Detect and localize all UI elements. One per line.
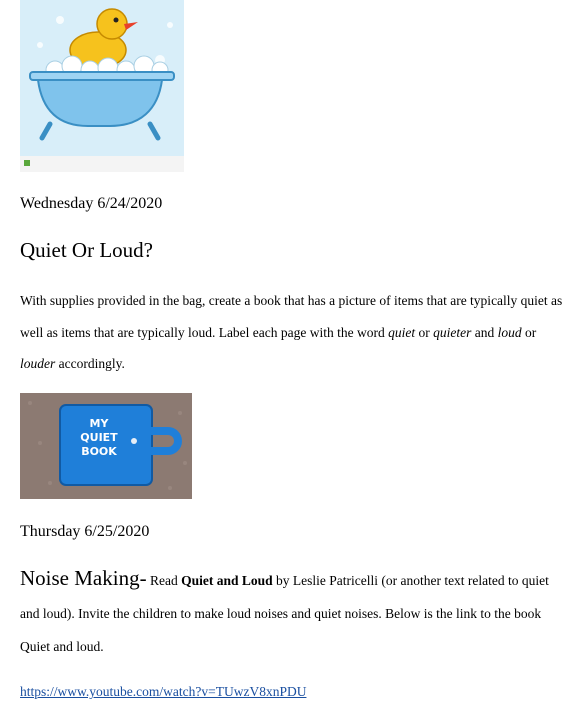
quiet-book-image xyxy=(20,393,192,499)
wednesday-date: Wednesday 6/24/2020 xyxy=(20,195,163,212)
youtube-link-line xyxy=(20,683,306,701)
svg-text:BOOK: BOOK xyxy=(81,445,117,458)
wednesday-title: Quiet Or Loud? xyxy=(20,238,153,262)
thursday-paragraph: Noise Making- Read Quiet and Loud by Leslie Patricelli (or another text related to quiet and loud). Invite the children to make loud noises and quiet noises. Below is the link to the book Quiet and loud. xyxy=(20,566,549,654)
duck-bathtub-image xyxy=(20,0,184,172)
wednesday-paragraph: With supplies provided in the bag, create a book that has a picture of items that are typically quiet as well as items that are typically loud. Label each page with the word quiet or quieter and loud or louder accordingly. xyxy=(20,293,563,371)
svg-text:QUIET: QUIET xyxy=(80,431,118,444)
thursday-date: Thursday 6/25/2020 xyxy=(20,523,150,540)
youtube-link[interactable]: https://www.youtube.com/watch?v=TUwzV8xnPDU xyxy=(20,684,307,699)
svg-text:MY: MY xyxy=(89,417,109,430)
